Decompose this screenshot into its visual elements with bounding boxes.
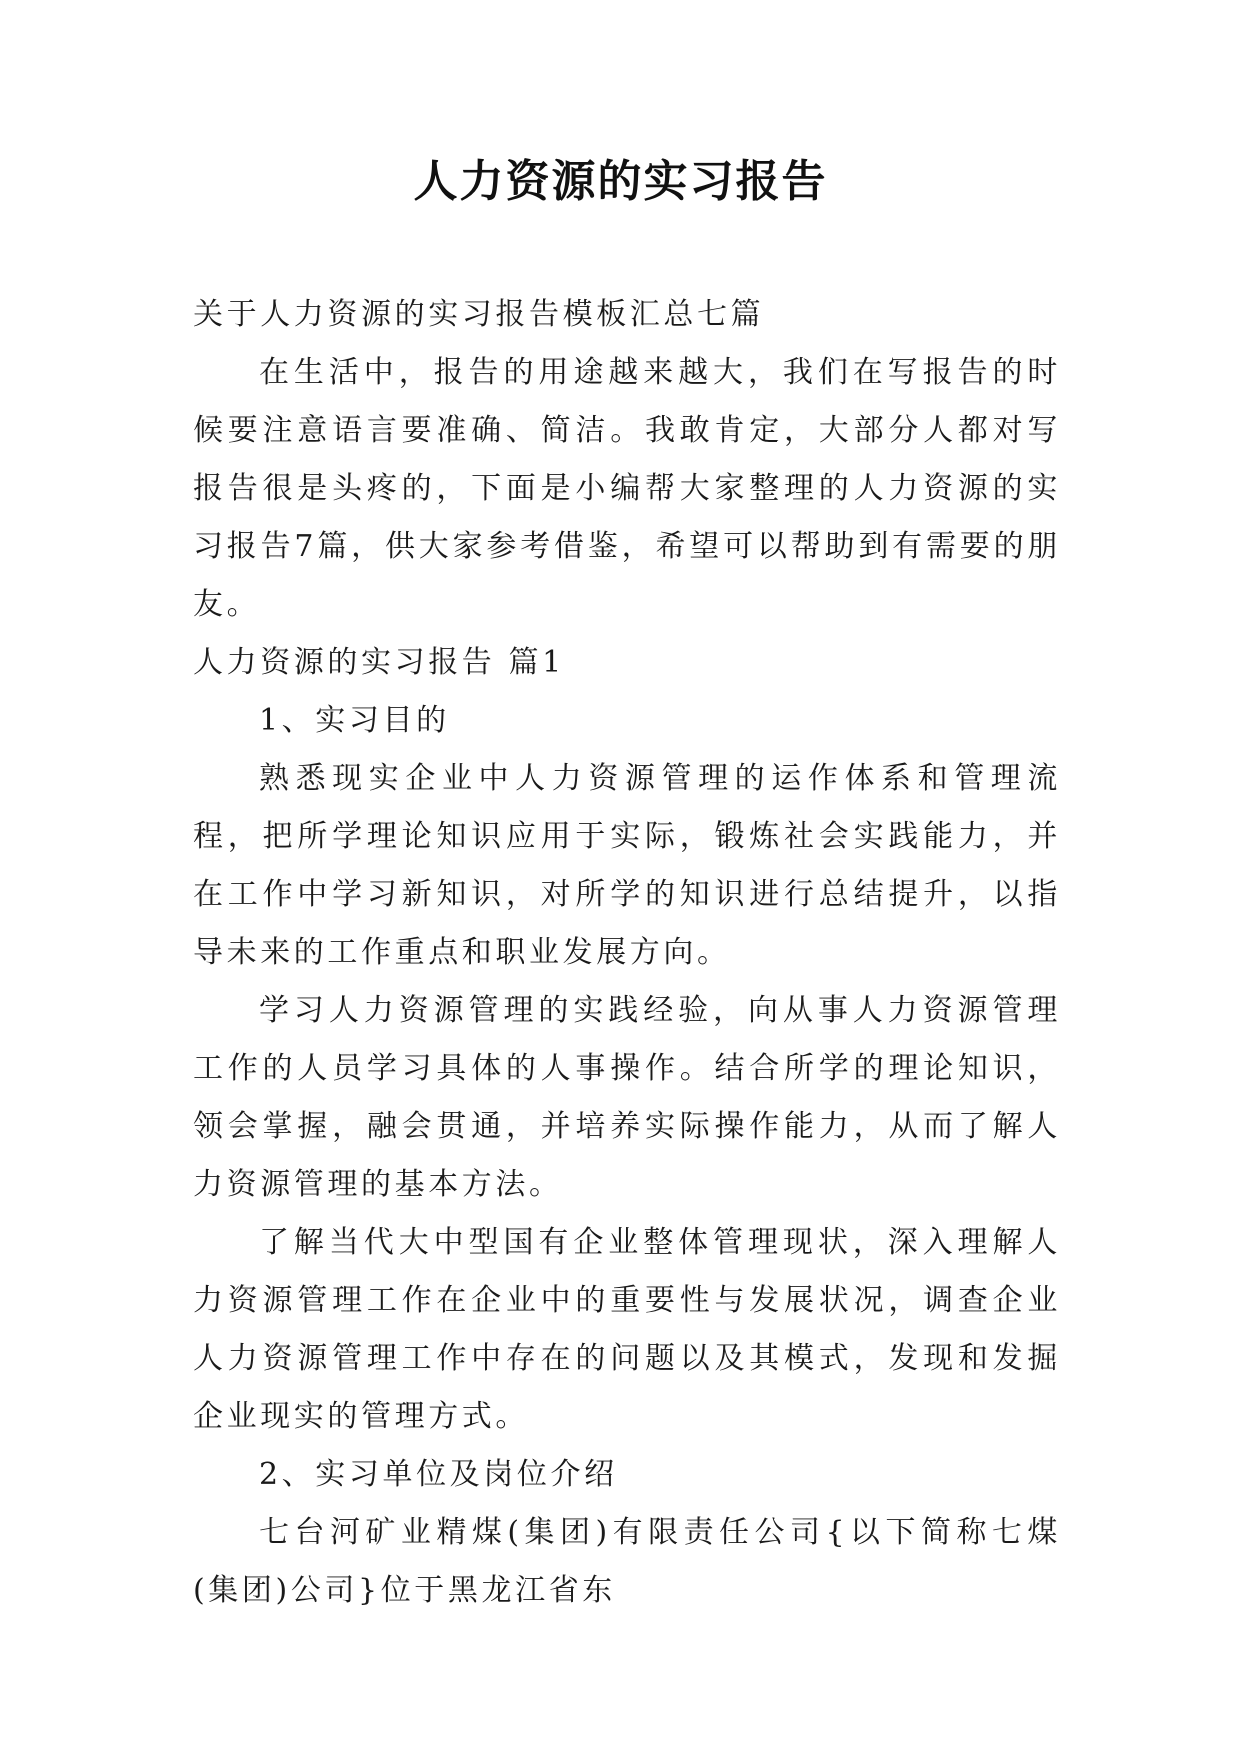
subsection-heading: 2、实习单位及岗位介绍 bbox=[259, 1457, 618, 1492]
body-paragraph: 了解当代大中型国有企业整体管理现状，深入理解人力资源管理工作在企业中的重要性与发展状况，调查企业人力资源管理工作中存在的问题以及其模式，发现和发掘企业现实的管理方式。 bbox=[193, 1225, 1061, 1434]
body-paragraph: 学习人力资源管理的实践经验，向从事人力资源管理工作的人员学习具体的人事操作。结合所学的理论知识，领会掌握，融会贯通，并培养实际操作能力，从而了解人力资源管理的基本方法。 bbox=[193, 993, 1061, 1202]
body-paragraph: 七台河矿业精煤(集团)有限责任公司{以下简称七煤(集团)公司}位于黑龙江省东 bbox=[193, 1515, 1061, 1608]
document-title: 人力资源的实习报告 bbox=[413, 156, 828, 207]
body-paragraph: 熟悉现实企业中人力资源管理的运作体系和管理流程，把所学理论知识应用于实际，锻炼社会实践能力，并在工作中学习新知识，对所学的知识进行总结提升，以指导未来的工作重点和职业发展方向。 bbox=[193, 761, 1061, 970]
intro-paragraph: 在生活中，报告的用途越来越大，我们在写报告的时候要注意语言要准确、简洁。我敢肯定，大部分人都对写报告很是头疼的，下面是小编帮大家整理的人力资源的实习报告7篇，供大家参考借鉴，希望可以帮助到有需要的朋友。 bbox=[193, 355, 1061, 622]
subtitle-paragraph: 关于人力资源的实习报告模板汇总七篇 bbox=[193, 297, 765, 332]
document-body bbox=[193, 286, 1061, 1620]
subsection-heading: 1、实习目的 bbox=[259, 703, 450, 738]
section-heading: 人力资源的实习报告 篇1 bbox=[193, 645, 565, 680]
